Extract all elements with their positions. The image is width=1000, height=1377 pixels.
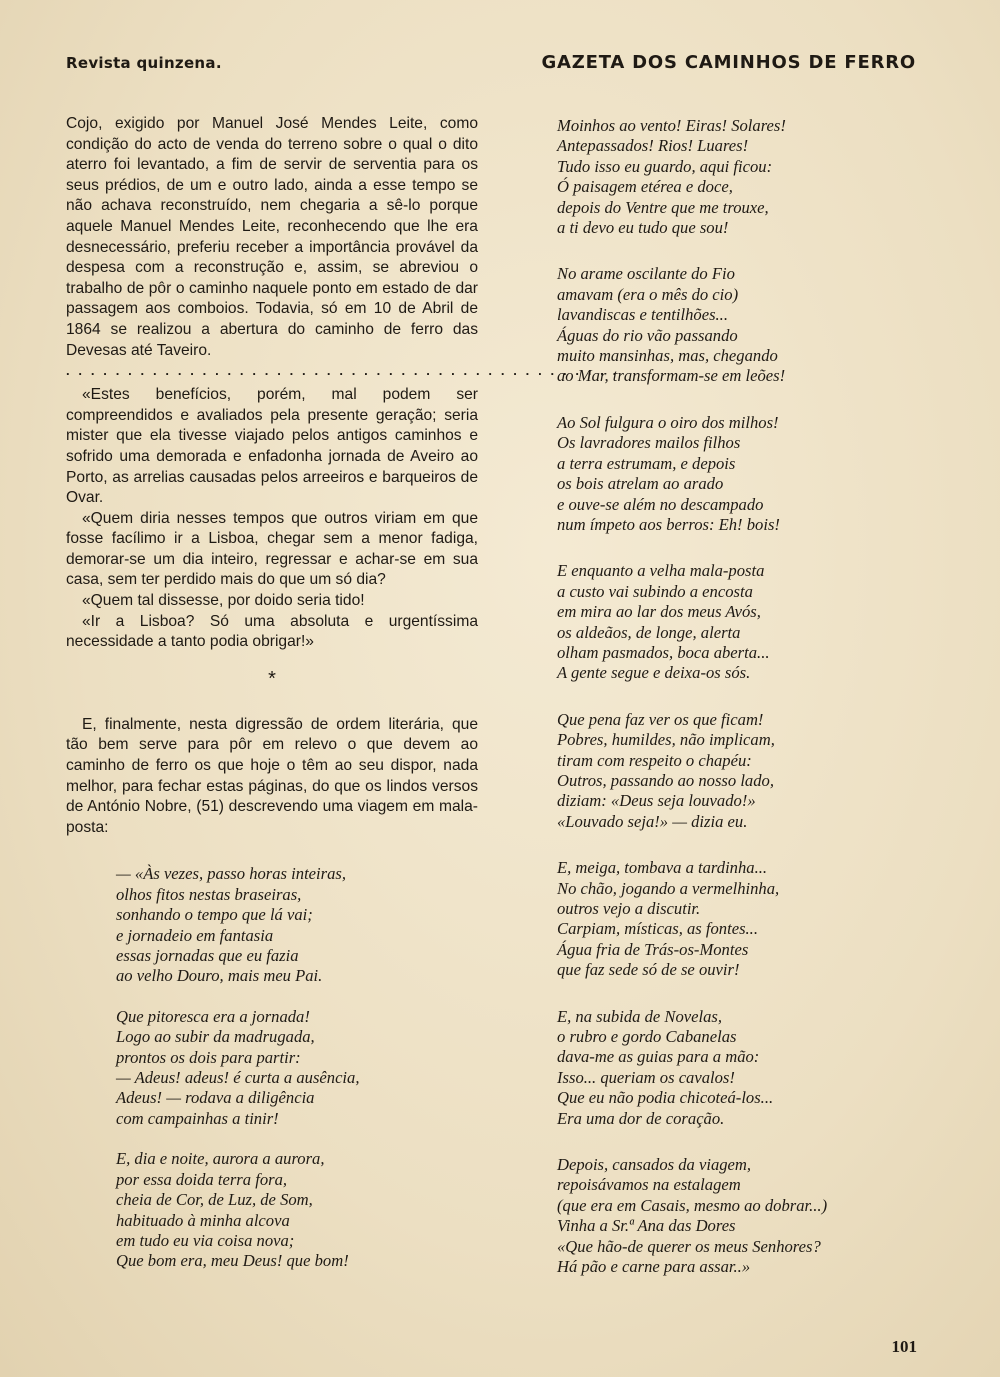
poem-right <box>557 116 937 1304</box>
verse-line: — «Às vezes, passo horas inteiras, <box>116 864 347 884</box>
verse-line: Outros, passando ao nosso lado, <box>557 770 774 790</box>
paragraph: Cojo, exigido por Manuel José Mendes Leite, como condição do acto de venda do terreno sobre o qual o dito aterro foi levantado, a fim de servir de serventia para os seus prédios, de um e outro lado, ainda a esse tempo se não achava reconstruído, nem chegaria a sê-lo porque aquele Manuel Mendes Leite, reconhecendo que lhe era desnecessário, preferiu receber a importância provável da despesa com a reconstrução e, assim, se abreviou o trabalho de pôr o caminho naquele ponto em estado de dar passagem aos comboios. Todavia, só em 10 de Abril de 1864 se realizou a abertura do caminho de ferro das Devesas até Taveiro. <box>66 115 478 359</box>
verse-line: Depois, cansados da viagem, <box>557 1155 752 1175</box>
verse-line: dava-me as guias para a mão: <box>557 1047 760 1067</box>
verse-line: «Louvado seja!» — dizia eu. <box>557 811 748 831</box>
stanza <box>557 413 937 535</box>
verse-line: olham pasmados, boca aberta... <box>557 642 770 662</box>
verse-line: Os lavradores mailos filhos <box>557 433 741 453</box>
verse-line: Moinhos ao vento! Eiras! Solares! <box>557 116 786 135</box>
stanza <box>557 116 937 238</box>
page-number: 101 <box>891 1337 917 1356</box>
verse-line: (que era em Casais, mesmo ao dobrar...) <box>557 1195 828 1215</box>
verse-line: E, meiga, tombava a tardinha... <box>557 858 768 878</box>
verse-line: diziam: «Deus seja louvado!» <box>557 791 756 811</box>
verse-line: Águas do rio vão passando <box>557 325 738 345</box>
verse-line: Que bom era, meu Deus! que bom! <box>116 1251 349 1271</box>
verse-line: Água fria de Trás-os-Montes <box>557 939 749 959</box>
stanza <box>557 858 937 980</box>
verse-line: com campainhas a tinir! <box>116 1108 279 1128</box>
verse-line: depois do Ventre que me trouxe, <box>557 197 769 217</box>
verse-line: e ouve-se além no descampado <box>557 494 764 514</box>
stanza <box>557 561 937 683</box>
ellipsis-divider: . . . . . . . . . . . . . . . . . . . . . . . . . . . . . . . . . . . . . . . . . . . . . <box>66 363 619 379</box>
verse-line: repoisávamos na estalagem <box>557 1175 741 1195</box>
verse-line: Antepassados! Rios! Luares! <box>557 136 749 156</box>
verse-line: a custo vai subindo a encosta <box>557 581 753 601</box>
verse-line: Que eu não podia chicoteá-los... <box>557 1088 774 1108</box>
paragraph: «Estes benefícios, porém, mal podem ser compreendidos e avaliados pela presente geração; seria mister que ela tivesse viajado pelos antigos caminhos e sofrido uma demorada e enfadonha jornada de Aveiro ao Porto, as arrelias causadas pelos arreeiros e barqueiros de Ovar. <box>66 386 478 507</box>
verse-line: habituado à minha alcova <box>116 1210 290 1230</box>
verse-line: o rubro e gordo Cabanelas <box>557 1027 737 1047</box>
verse-line: amavam (era o mês do cio) <box>557 284 739 304</box>
paragraph: «Quem diria nesses tempos que outros viriam em que fosse facílimo ir a Lisboa, chegar sem a menor fadiga, demorar-se um dia inteiro, regressar e achar-se em sua casa, sem ter perdido mais do que um só dia? <box>66 509 478 589</box>
stanza <box>116 1007 478 1129</box>
verse-line: Ó paisagem etérea e doce, <box>557 177 733 197</box>
verse-line: Carpiam, místicas, as fontes... <box>557 919 758 939</box>
left-column <box>66 114 619 1292</box>
verse-line: Logo ao subir da madrugada, <box>116 1027 315 1047</box>
verse-line: outros vejo a discutir. <box>557 899 701 918</box>
verse-line: No arame oscilante do Fio <box>557 264 735 284</box>
verse-line: E, dia e noite, aurora a aurora, <box>116 1149 325 1169</box>
verse-line: cheia de Cor, de Luz, de Som, <box>116 1190 313 1210</box>
stanza <box>557 710 937 832</box>
verse-line: No chão, jogando a vermelhinha, <box>557 878 780 898</box>
verse-line: sonhando o tempo que lá vai; <box>116 905 313 925</box>
verse-line: essas jornadas que eu fazia <box>116 946 299 966</box>
section-separator: * <box>268 667 276 690</box>
verse-line: em tudo eu via coisa nova; <box>116 1230 295 1250</box>
verse-line: Ao Sol fulgura o oiro dos milhos! <box>557 412 779 432</box>
header-left: Revista quinzena. <box>66 54 222 72</box>
verse-line: Que pitoresca era a jornada! <box>116 1006 310 1026</box>
verse-line: Que pena faz ver os que ficam! <box>557 709 764 729</box>
verse-line: por essa doida terra fora, <box>116 1169 288 1189</box>
verse-line: a terra estrumam, e depois <box>557 453 736 473</box>
header-title: GAZETA DOS CAMINHOS DE FERRO <box>541 52 916 73</box>
verse-line: ao velho Douro, mais meu Pai. <box>116 966 323 986</box>
stanza <box>557 1155 937 1277</box>
verse-line: — Adeus! adeus! é curta a ausência, <box>116 1068 360 1088</box>
verse-line: lavandiscas e tentilhões... <box>557 305 728 325</box>
verse-line: Pobres, humildes, não implicam, <box>557 730 775 750</box>
verse-line: Há pão e carne para assar..» <box>557 1257 751 1277</box>
stanza <box>116 864 478 986</box>
verse-line: e jornadeio em fantasia <box>116 925 274 945</box>
verse-line: em mira ao lar dos meus Avós, <box>557 602 761 622</box>
verse-line: Isso... queriam os cavalos! <box>557 1067 735 1087</box>
verse-line: a ti devo eu tudo que sou! <box>557 218 729 238</box>
paragraph: «Quem tal dissesse, por doido seria tido! <box>82 592 365 610</box>
verse-line: Era uma dor de coração. <box>557 1108 725 1128</box>
paragraph: «Ir a Lisboa? Só uma absoluta e urgentíssima necessidade a tanto podia obrigar!» <box>66 612 478 651</box>
verse-line: prontos os dois para partir: <box>116 1047 301 1067</box>
stanza <box>557 1007 937 1129</box>
verse-line: A gente segue e deixa-os sós. <box>557 663 751 683</box>
verse-line: Vinha a Sr.ª Ana das Dores <box>557 1216 736 1236</box>
verse-line: os aldeãos, de longe, alerta <box>557 622 741 642</box>
verse-line: num ímpeto aos berros: Eh! bois! <box>557 514 780 534</box>
paragraph: E, finalmente, nesta digressão de ordem literária, que tão bem serve para pôr em relevo o que devem ao caminho de ferro os que hoje o têm ao seu dispor, nada melhor, para fechar estas páginas, do que os lindos versos de António Nobre, (51) descrevendo uma viagem em mala-posta: <box>66 715 478 836</box>
verse-line: tiram com respeito o chapéu: <box>557 750 752 770</box>
verse-line: E enquanto a velha mala-posta <box>557 561 765 581</box>
verse-line: olhos fitos nestas braseiras, <box>116 884 302 904</box>
verse-line: «Que hão-de querer os meus Senhores? <box>557 1236 821 1256</box>
verse-line: E, na subida de Novelas, <box>557 1006 722 1026</box>
verse-line: ao Mar, transformam-se em leões! <box>557 366 786 386</box>
stanza <box>116 1149 478 1271</box>
verse-line: Adeus! — rodava a diligência <box>116 1088 315 1108</box>
verse-line: que faz sede só de se ouvir! <box>557 960 740 980</box>
verse-line: muito mansinhas, mas, chegando <box>557 346 778 366</box>
verse-line: Tudo isso eu guardo, aqui ficou: <box>557 156 773 176</box>
poem-left <box>116 864 478 1271</box>
stanza <box>557 264 937 386</box>
verse-line: os bois atrelam ao arado <box>557 474 724 494</box>
